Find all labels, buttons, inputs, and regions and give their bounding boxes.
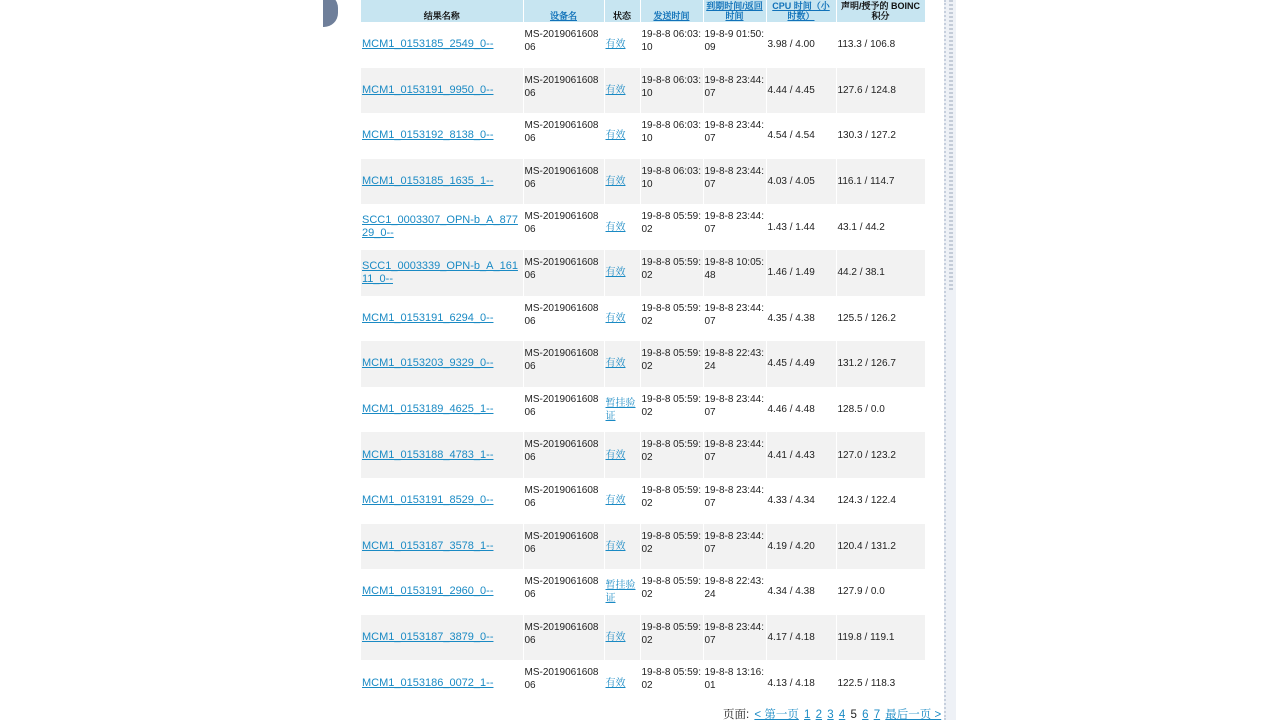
cell-cpu-time: 4.54 / 4.54 — [766, 113, 836, 159]
current-page: 5 — [850, 709, 857, 721]
header-cpu-time — [766, 0, 836, 22]
cell-status — [604, 615, 640, 661]
cell-return-time: 19-8-8 23:44:07 — [703, 113, 766, 159]
cell-status — [604, 478, 640, 524]
results-table — [361, 0, 926, 706]
result-name-link[interactable]: MCM1_0153191_9950_0-- — [362, 83, 494, 96]
result-name-link[interactable]: MCM1_0153187_3879_0-- — [362, 631, 494, 644]
cell-return-time: 19-8-8 10:05:48 — [703, 250, 766, 296]
cell-return-time: 19-8-8 23:44:07 — [703, 615, 766, 661]
table-row — [361, 250, 925, 296]
cell-device: MS-201906160806 — [523, 478, 604, 524]
header-device-name — [523, 0, 604, 22]
cell-credit: 125.5 / 126.2 — [836, 296, 925, 342]
cell-result-name — [361, 159, 523, 205]
table-row — [361, 341, 925, 387]
cell-credit: 120.4 / 131.2 — [836, 524, 925, 570]
status-link[interactable]: 暂挂验证 — [605, 397, 636, 422]
table-row — [361, 432, 925, 478]
cell-device: MS-201906160806 — [523, 660, 604, 706]
status-link[interactable]: 有效 — [605, 495, 626, 507]
cell-device: MS-201906160806 — [523, 159, 604, 205]
cell-credit: 128.5 / 0.0 — [836, 387, 925, 433]
cell-result-name — [361, 569, 523, 615]
result-name-link[interactable]: SCC1_0003307_OPN-b_A_87729_0-- — [362, 214, 518, 240]
result-name-link[interactable]: MCM1_0153185_1635_1-- — [362, 175, 494, 188]
cell-device: MS-201906160806 — [523, 113, 604, 159]
cell-sent-time: 19-8-8 05:59:02 — [640, 341, 703, 387]
result-name-link[interactable]: SCC1_0003339_OPN-b_A_16111_0-- — [362, 259, 518, 285]
cell-status — [604, 660, 640, 706]
cell-credit: 127.6 / 124.8 — [836, 68, 925, 114]
cell-status — [604, 113, 640, 159]
result-name-link[interactable]: MCM1_0153186_0072_1-- — [362, 676, 494, 689]
cell-result-name — [361, 387, 523, 433]
page-link-3[interactable]: 3 — [827, 709, 834, 721]
cell-device: MS-201906160806 — [523, 204, 604, 250]
cell-return-time: 19-8-8 23:44:07 — [703, 478, 766, 524]
cell-status — [604, 68, 640, 114]
cell-sent-time: 19-8-8 06:03:10 — [640, 22, 703, 68]
sort-cpu-time-link[interactable]: CPU 时间（小时数） — [772, 1, 830, 21]
cell-credit: 44.2 / 38.1 — [836, 250, 925, 296]
cell-cpu-time: 4.03 / 4.05 — [766, 159, 836, 205]
cell-cpu-time: 4.46 / 4.48 — [766, 387, 836, 433]
cell-device: MS-201906160806 — [523, 615, 604, 661]
sort-device-link[interactable]: 设备名 — [549, 11, 577, 21]
cell-return-time: 19-8-8 23:44:07 — [703, 68, 766, 114]
cell-device: MS-201906160806 — [523, 341, 604, 387]
cell-result-name — [361, 204, 523, 250]
cell-sent-time: 19-8-8 05:59:02 — [640, 524, 703, 570]
table-row — [361, 113, 925, 159]
cell-result-name — [361, 478, 523, 524]
cell-status — [604, 387, 640, 433]
cell-status — [604, 22, 640, 68]
cell-cpu-time: 4.17 / 4.18 — [766, 615, 836, 661]
pager-label: 页面: — [723, 709, 750, 721]
table-header-row — [361, 0, 925, 22]
status-link[interactable]: 有效 — [605, 39, 626, 51]
cell-status — [604, 296, 640, 342]
cell-result-name — [361, 660, 523, 706]
result-name-link[interactable]: MCM1_0153191_2960_0-- — [362, 585, 494, 598]
cell-device: MS-201906160806 — [523, 22, 604, 68]
cell-return-time: 19-8-8 23:44:07 — [703, 159, 766, 205]
cell-status — [604, 159, 640, 205]
cell-result-name — [361, 341, 523, 387]
page-link-6[interactable]: 6 — [862, 709, 869, 721]
cell-device: MS-201906160806 — [523, 569, 604, 615]
status-link[interactable]: 有效 — [605, 449, 626, 461]
cell-status — [604, 432, 640, 478]
dotted-edge — [949, 0, 953, 290]
cell-device: MS-201906160806 — [523, 387, 604, 433]
cell-sent-time: 19-8-8 06:03:10 — [640, 113, 703, 159]
cell-return-time: 19-8-8 23:44:07 — [703, 432, 766, 478]
table-row — [361, 387, 925, 433]
cell-sent-time: 19-8-8 05:59:02 — [640, 478, 703, 524]
cell-cpu-time: 4.33 / 4.34 — [766, 478, 836, 524]
cell-cpu-time: 1.46 / 1.49 — [766, 250, 836, 296]
table-row — [361, 296, 925, 342]
cell-credit: 127.0 / 123.2 — [836, 432, 925, 478]
cell-result-name — [361, 113, 523, 159]
status-link[interactable]: 有效 — [605, 632, 626, 644]
cell-status — [604, 250, 640, 296]
cell-credit: 43.1 / 44.2 — [836, 204, 925, 250]
cell-sent-time: 19-8-8 05:59:02 — [640, 432, 703, 478]
cell-result-name — [361, 615, 523, 661]
result-name-link[interactable]: MCM1_0153192_8138_0-- — [362, 129, 494, 142]
cell-sent-time: 19-8-8 05:59:02 — [640, 615, 703, 661]
cell-credit: 113.3 / 106.8 — [836, 22, 925, 68]
cell-result-name — [361, 432, 523, 478]
sort-return-time-link[interactable]: 到期时间/返回时间 — [706, 1, 763, 21]
result-name-link[interactable]: MCM1_0153185_2549_0-- — [362, 38, 494, 51]
result-name-link[interactable]: MCM1_0153191_6294_0-- — [362, 311, 494, 324]
header-sent-time — [640, 0, 703, 22]
cell-device: MS-201906160806 — [523, 68, 604, 114]
table-row — [361, 569, 925, 615]
cell-sent-time: 19-8-8 05:59:02 — [640, 660, 703, 706]
status-link[interactable]: 有效 — [605, 358, 626, 370]
cell-sent-time: 19-8-8 05:59:02 — [640, 569, 703, 615]
status-link[interactable]: 有效 — [605, 84, 626, 96]
cell-cpu-time: 4.34 / 4.38 — [766, 569, 836, 615]
cell-credit: 122.5 / 118.3 — [836, 660, 925, 706]
cell-status — [604, 204, 640, 250]
table-row — [361, 159, 925, 205]
table-row — [361, 615, 925, 661]
cell-return-time: 19-8-8 23:44:07 — [703, 387, 766, 433]
table-row — [361, 204, 925, 250]
cell-status — [604, 569, 640, 615]
result-name-link[interactable]: MCM1_0153191_8529_0-- — [362, 494, 494, 507]
page-link-1[interactable]: 1 — [804, 709, 811, 721]
cell-result-name — [361, 296, 523, 342]
page-link-2[interactable]: 2 — [815, 709, 823, 721]
header-due-return-time — [703, 0, 766, 22]
cell-return-time: 19-8-8 23:44:07 — [703, 296, 766, 342]
table-row — [361, 660, 925, 706]
cell-cpu-time: 4.41 / 4.43 — [766, 432, 836, 478]
table-row — [361, 68, 925, 114]
result-name-link[interactable]: MCM1_0153187_3578_1-- — [362, 539, 494, 552]
cell-return-time: 19-8-8 22:43:24 — [703, 341, 766, 387]
cell-sent-time: 19-8-8 05:59:02 — [640, 296, 703, 342]
cell-return-time: 19-8-8 13:16:01 — [703, 660, 766, 706]
cell-cpu-time: 4.45 / 4.49 — [766, 341, 836, 387]
cell-status — [604, 524, 640, 570]
cell-cpu-time: 1.43 / 1.44 — [766, 204, 836, 250]
status-link[interactable]: 有效 — [605, 267, 626, 279]
sort-sent-time-link[interactable]: 发送时间 — [653, 11, 690, 21]
cell-result-name — [361, 22, 523, 68]
cell-sent-time: 19-8-8 05:59:02 — [640, 387, 703, 433]
status-link[interactable]: 有效 — [605, 176, 626, 188]
cell-cpu-time: 4.13 / 4.18 — [766, 660, 836, 706]
cell-return-time: 19-8-9 01:50:09 — [703, 22, 766, 68]
cell-credit: 127.9 / 0.0 — [836, 569, 925, 615]
status-link[interactable]: 有效 — [605, 540, 626, 552]
cell-credit: 119.8 / 119.1 — [836, 615, 925, 661]
cell-credit: 131.2 / 126.7 — [836, 341, 925, 387]
header-status: 状态 — [604, 0, 640, 22]
cell-return-time: 19-8-8 22:43:24 — [703, 569, 766, 615]
first-page-link[interactable]: < 第一页 — [754, 709, 799, 721]
table-row — [361, 478, 925, 524]
cell-device: MS-201906160806 — [523, 296, 604, 342]
status-link[interactable]: 暂挂验证 — [605, 579, 636, 604]
cell-device: MS-201906160806 — [523, 524, 604, 570]
header-result-name: 结果名称 — [361, 0, 523, 22]
table-row — [361, 22, 925, 68]
cell-result-name — [361, 524, 523, 570]
cell-result-name — [361, 250, 523, 296]
side-panel-tab[interactable] — [323, 0, 338, 27]
cell-cpu-time: 4.44 / 4.45 — [766, 68, 836, 114]
cell-return-time: 19-8-8 23:44:07 — [703, 524, 766, 570]
cell-device: MS-201906160806 — [523, 250, 604, 296]
cell-cpu-time: 4.19 / 4.20 — [766, 524, 836, 570]
status-link[interactable]: 有效 — [605, 677, 626, 689]
page-link-4[interactable]: 4 — [838, 709, 846, 721]
cell-result-name — [361, 68, 523, 114]
table-row — [361, 524, 925, 570]
status-link[interactable]: 有效 — [605, 221, 626, 233]
right-border — [944, 0, 956, 720]
cell-sent-time: 19-8-8 05:59:02 — [640, 250, 703, 296]
cell-sent-time: 19-8-8 05:59:02 — [640, 204, 703, 250]
status-link[interactable]: 有效 — [605, 312, 626, 324]
cell-return-time: 19-8-8 23:44:07 — [703, 204, 766, 250]
result-name-link[interactable]: MCM1_0153203_9329_0-- — [362, 357, 494, 370]
cell-sent-time: 19-8-8 06:03:10 — [640, 159, 703, 205]
page-link-7[interactable]: 7 — [873, 709, 881, 721]
last-page-link[interactable]: 最后一页 > — [885, 709, 942, 721]
result-name-link[interactable]: MCM1_0153188_4783_1-- — [362, 448, 494, 461]
cell-credit: 116.1 / 114.7 — [836, 159, 925, 205]
cell-credit: 130.3 / 127.2 — [836, 113, 925, 159]
cell-cpu-time: 4.35 / 4.38 — [766, 296, 836, 342]
cell-credit: 124.3 / 122.4 — [836, 478, 925, 524]
cell-cpu-time: 3.98 / 4.00 — [766, 22, 836, 68]
status-link[interactable]: 有效 — [605, 130, 626, 142]
header-boinc-credit: 声明/授予的 BOINC 积分 — [836, 0, 925, 22]
cell-sent-time: 19-8-8 06:03:10 — [640, 68, 703, 114]
cell-device: MS-201906160806 — [523, 432, 604, 478]
result-name-link[interactable]: MCM1_0153189_4625_1-- — [362, 403, 494, 416]
cell-status — [604, 341, 640, 387]
